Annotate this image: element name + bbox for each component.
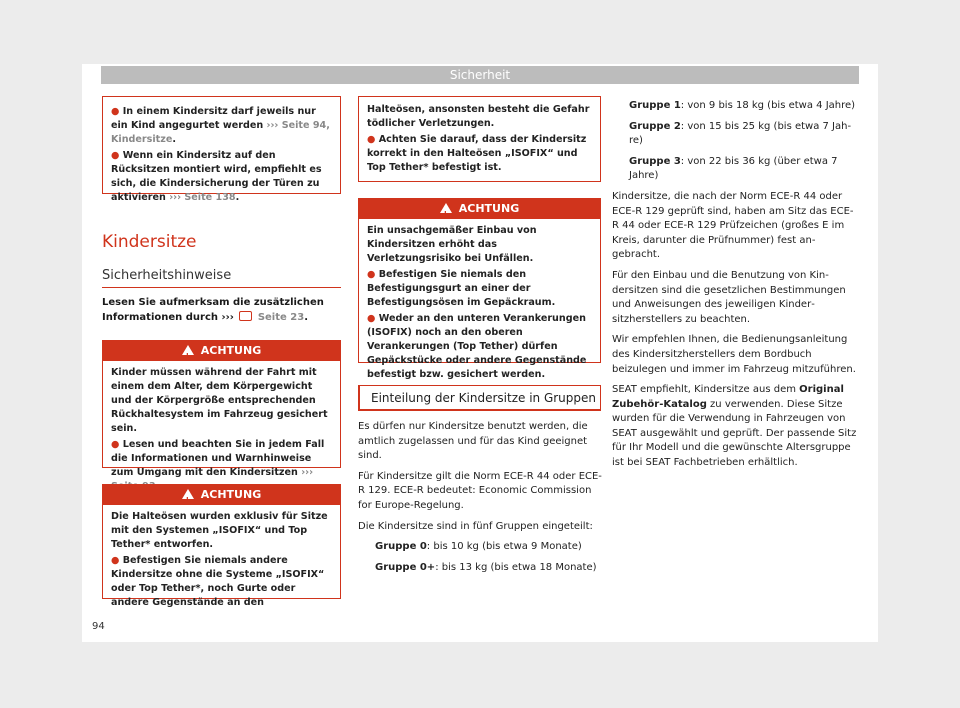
group-item: Gruppe 0: bis 10 kg (bis etwa 9 Monate) [375, 541, 582, 553]
page-link[interactable]: ››› Seite 138 [169, 192, 236, 203]
paragraph: Die Kindersitze sind in fünf Gruppen eingeteilt: [358, 520, 593, 532]
warning-box-continued [358, 96, 601, 182]
warning-item: Ein unsachgemäßer Einbau von Kindersitzen erhöht das Verletzungsrisiko bei Unfällen. [367, 225, 537, 264]
section-header: Sicherheit [101, 66, 859, 84]
warning-item: Die Halteösen wurden exklusiv für Sitze mit den Systemen „ISOFIX“ und Top Tether* entworfen. [111, 511, 328, 550]
warning-item: Kinder müssen während der Fahrt mit einem dem Alter, dem Körpergewicht und der Körpergröße entsprechenden Rückhaltesystem im Fahrzeug gesichert sein. [111, 367, 328, 434]
warning-item: ● Lesen und beachten Sie in jedem Fall die Informationen und Warnhinweise zum Umgang mit den Kindersitzen ››› [111, 438, 333, 494]
paragraph: Für Kindersitze gilt die Norm ECE-R 44 oder ECE-R 129. ECE-R bedeutet: Economic Commission for Europe-Regelung. [358, 470, 602, 511]
col3-text [612, 99, 858, 477]
chapter-heading: Kindersitze [102, 232, 197, 252]
warning-icon [182, 489, 194, 499]
group-item: Gruppe 1: von 9 bis 18 kg (bis etwa 4 Jahre) [629, 100, 856, 111]
page-number: 94 [92, 621, 105, 632]
warning-header: !ACHTUNG [103, 341, 340, 361]
page-link[interactable]: ››› [301, 467, 314, 478]
warning-item: ● Weder an den unteren Verankerungen (ISOFIX) noch an den oberen Verankerungen (Top Tether) dürfen Gepäckstücke oder andere Gegenstände befestigt bzw. gesichert werden. [367, 313, 587, 380]
warning-item: Halteösen, ansonsten besteht die Gefahr tödlicher Verletzungen. [367, 104, 590, 129]
warning-header: !ACHTUNG [103, 485, 340, 505]
book-icon [239, 311, 252, 321]
divider [102, 287, 341, 288]
subheading: Sicherheitshinweise [102, 268, 232, 283]
paragraph: Kindersitze, die nach der Norm ECE-R 44 oder ECE-R 129 geprüft sind, haben am Sitz das ECE-R 44 oder ECE-R 129 Prüfzeichen (großes E im Kreis, darunter die Prüfnummer) fest angebracht. [612, 190, 854, 261]
warning-item: ● Befestigen Sie niemals den Befestigungsgurt an einer der Befestigungsösen im Gepäckraum. [367, 269, 556, 308]
warning-icon [182, 345, 194, 355]
warning-box-2 [102, 484, 341, 608]
warning-item: ● Achten Sie darauf, dass der Kindersitz korrekt in den Halteösen „ISOFIX“ und Top Tether* befestigt ist. [367, 134, 587, 173]
group-item: Gruppe 3: von 22 bis 36 kg (über etwa 7 Jahre) [629, 155, 838, 182]
paragraph: Für den Einbau und die Benutzung von Kindersitzen sind die gesetzlichen Bestimmungen und Anweisungen des jeweiligen Kindersitzherstellers zu beachten. [612, 269, 846, 325]
section-title: Einteilung der Kindersitze in Gruppen [358, 385, 601, 411]
warning-item: ● Befestigen Sie niemals andere Kindersitze ohne die Systeme „ISOFIX“ oder Top Tether*, noch Gurte oder andere Gegenstände an den [111, 555, 325, 608]
group-item: Gruppe 2: von 15 bis 25 kg (bis etwa 7 Jahre) [629, 120, 852, 147]
warning-box-3 [358, 198, 601, 380]
intro-text: Lesen Sie aufmerksam die zusätzlichen Informationen durch ››› Seite 23. [102, 297, 324, 323]
paragraph: SEAT empfiehlt, Kindersitze aus dem Original Zubehör-Katalog zu verwenden. Diese Sitze wurden für die Verwendung in Fahrzeugen von SEAT ausgewählt und geprüft. Der passende Sitz für Ihr Modell und die gewünschte Altersgruppe ist bei SEAT Fachbetrieben erhältlich. [612, 384, 857, 469]
warning-header: !ACHTUNG [359, 199, 600, 219]
warning-item: ● Wenn ein Kindersitz auf den Rücksitzen montiert wird, empfiehlt es sich, die Kindersicherung der Türen zu aktivieren ››› Seite 138. [111, 150, 322, 203]
warning-item: ● In einem Kindersitz darf jeweils nur ein Kind angegurtet werden ››› Seite 94, Kindersitze. [111, 106, 330, 145]
col2-text [358, 420, 604, 581]
page-link[interactable]: ››› Seite 94, Kindersitze [111, 120, 330, 145]
warning-box-1 [102, 340, 341, 478]
paragraph: Es dürfen nur Kindersitze benutzt werden, die amtlich zugelassen und für das Kind geeignet sind. [358, 421, 588, 462]
warning-box-top [102, 96, 341, 203]
page-link[interactable]: Seite 23 [257, 312, 305, 323]
paragraph: Wir empfehlen Ihnen, die Bedienungsanleitung des Kindersitzherstellers dem Bordbuch beizulegen und immer im Fahrzeug mitzuführen. [612, 334, 856, 375]
warning-icon [440, 203, 452, 213]
group-item: Gruppe 0+: bis 13 kg (bis etwa 18 Monate) [375, 561, 597, 573]
